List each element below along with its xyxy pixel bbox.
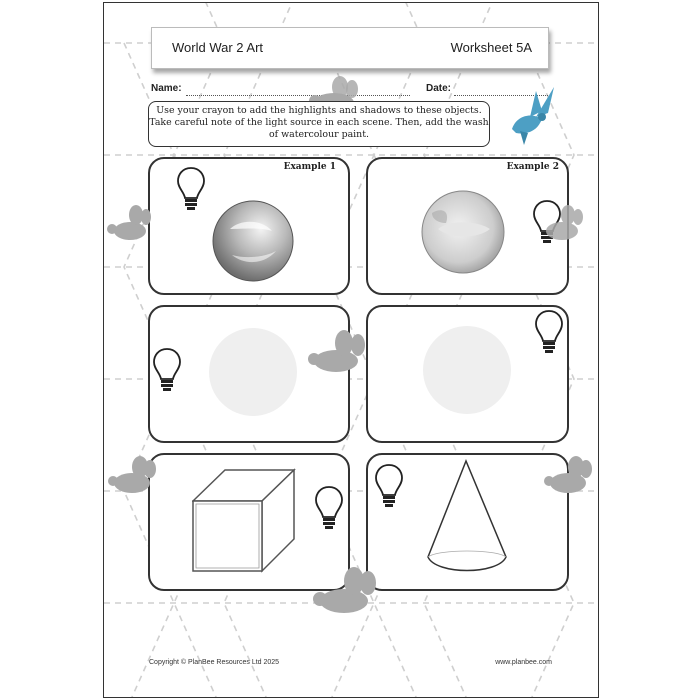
bulb-icon xyxy=(176,166,206,214)
bee-icon xyxy=(542,455,596,499)
bee-icon xyxy=(538,203,588,245)
bird-icon xyxy=(506,83,562,147)
date-label: Date: xyxy=(426,83,452,94)
bee-icon xyxy=(304,327,370,383)
example2-label: Example 2 xyxy=(506,162,559,172)
glass-sphere-shaded xyxy=(210,199,296,283)
worksheet-number: Worksheet 5A xyxy=(450,40,532,55)
bulb-icon xyxy=(152,347,182,395)
website-link[interactable]: www.planbee.com xyxy=(495,659,552,666)
instruction-line: of watercolour paint. xyxy=(269,129,369,140)
cube-outline[interactable] xyxy=(192,467,296,575)
blank-sphere[interactable] xyxy=(208,327,298,417)
blank-sphere[interactable] xyxy=(422,325,512,415)
instruction-line: Use your crayon to add the highlights and shadows to these objects. xyxy=(156,105,482,116)
bee-icon xyxy=(106,203,156,245)
bee-icon xyxy=(310,565,382,621)
copyright-text: Copyright © PlanBee Resources Ltd 2025 xyxy=(149,659,280,666)
cone-outline[interactable] xyxy=(426,459,508,575)
name-label: Name: xyxy=(151,83,182,94)
bulb-icon xyxy=(534,309,564,357)
title-bar xyxy=(151,27,549,69)
watercolour-sphere xyxy=(420,189,506,275)
worksheet-page xyxy=(103,2,599,698)
instructions-box xyxy=(148,101,490,147)
bulb-icon xyxy=(374,463,404,511)
example1-label: Example 1 xyxy=(283,162,336,172)
name-field[interactable] xyxy=(186,95,410,96)
instruction-line: Take careful note of the light source in each scene. Then, add the wash xyxy=(149,117,489,128)
bee-icon xyxy=(106,455,160,499)
bulb-icon xyxy=(314,485,344,533)
worksheet-title: World War 2 Art xyxy=(172,40,264,55)
